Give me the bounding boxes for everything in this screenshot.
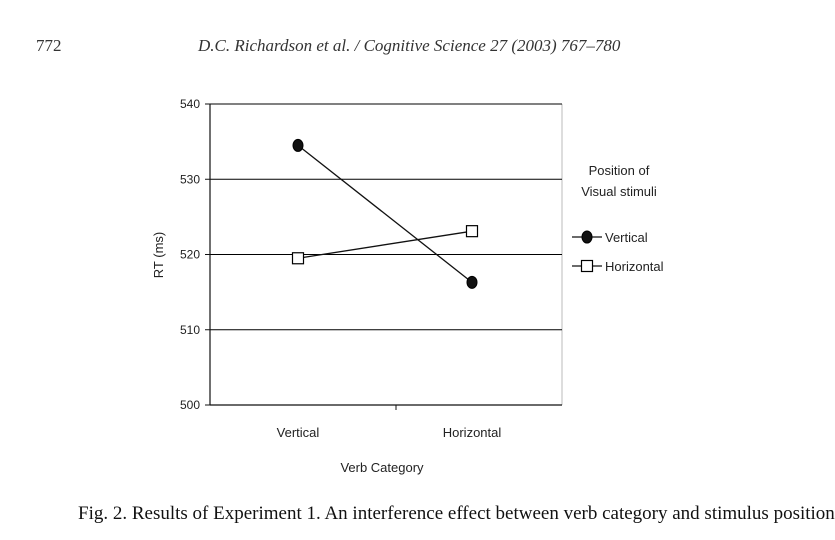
figure-caption: Fig. 2. Results of Experiment 1. An interference effect between verb category and stimulus position [78,503,835,524]
legend-label: Vertical [605,230,648,245]
y-tick-label: 530 [179,172,200,187]
legend-marker-filled-circle [582,231,592,243]
y-tick-label: 520 [179,247,200,262]
x-tick-label: Horizontal [442,425,502,440]
data-point [467,226,478,237]
y-axis-title: RT (ms) [151,231,166,279]
legend-marker-open-square [582,261,593,272]
x-axis-title: Verb Category [340,460,424,475]
running-title: D.C. Richardson et al. / Cognitive Science 27 (2003) 767–780 [198,36,621,55]
page-number: 772 [36,36,62,55]
x-tick-label: Vertical [276,425,320,440]
data-point [293,253,304,264]
y-tick-label: 500 [179,398,200,412]
legend-label: Horizontal [605,259,664,274]
legend-title: Position of Visual stimuli [581,163,657,199]
y-tick-label: 510 [179,322,200,337]
y-tick-label: 540 [179,97,200,111]
series-line-vertical [298,145,472,282]
data-point [467,276,477,288]
data-point [293,139,303,151]
